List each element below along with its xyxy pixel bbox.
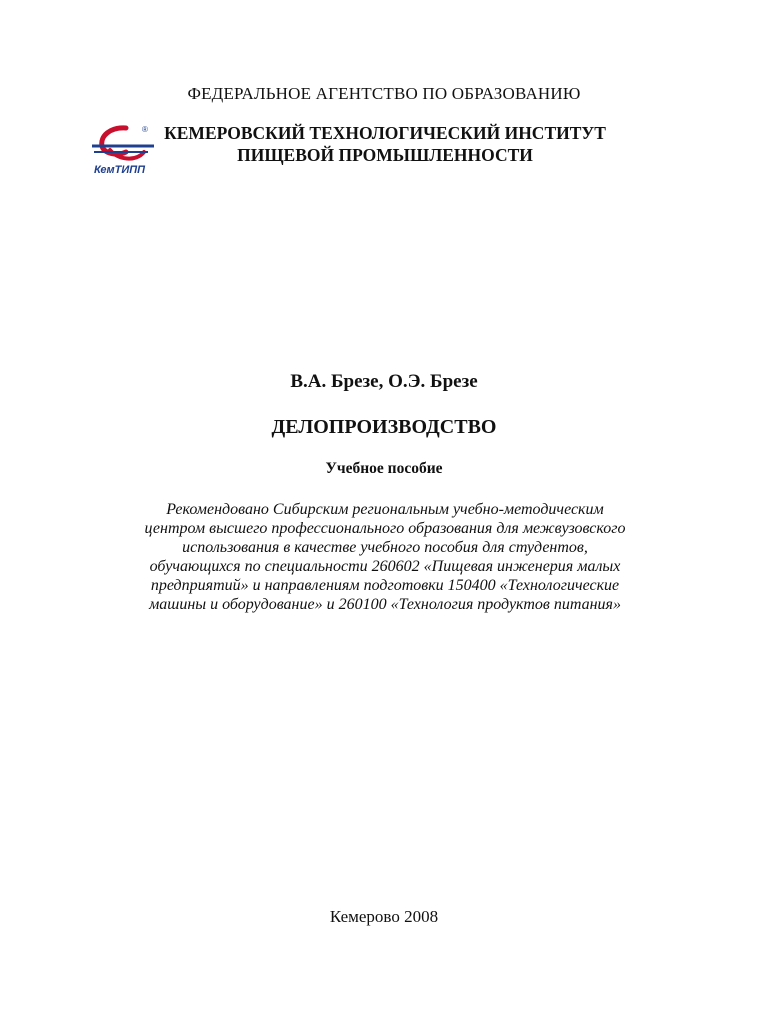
institute-line-2: ПИЩЕВОЙ ПРОМЫШЛЕННОСТИ: [237, 145, 533, 165]
recommendation-line: машины и оборудование» и 260100 «Технология продуктов питания»: [149, 596, 621, 613]
recommendation-line: предприятий» и направлениям подготовки 150400 «Технологические: [150, 577, 620, 594]
institute-name: [140, 122, 630, 166]
authors: В.А. Брезе, О.Э. Брезе: [290, 371, 478, 392]
registered-mark: ®: [142, 125, 148, 134]
agency-heading: ФЕДЕРАЛЬНОЕ АГЕНТСТВО ПО ОБРАЗОВАНИЮ: [187, 84, 581, 103]
recommendation-line: Рекомендовано Сибирским региональным учебно-методическим: [166, 501, 604, 518]
logo-text: КемТИПП: [94, 164, 146, 176]
institute-line-1: КЕМЕРОВСКИЙ ТЕХНОЛОГИЧЕСКИЙ ИНСТИТУТ: [164, 123, 606, 143]
recommendation-text: [90, 500, 680, 614]
recommendation-line: центром высшего профессионального образования для межвузовского: [144, 520, 626, 537]
city-year: Кемерово 2008: [329, 907, 439, 926]
recommendation-line: обучающихся по специальности 260602 «Пищевая инженерия малых: [149, 558, 621, 575]
book-title: ДЕЛОПРОИЗВОДСТВО: [271, 416, 497, 438]
book-subtitle: Учебное пособие: [325, 460, 443, 477]
recommendation-line: использования в качестве учебного пособия для студентов,: [182, 539, 588, 556]
